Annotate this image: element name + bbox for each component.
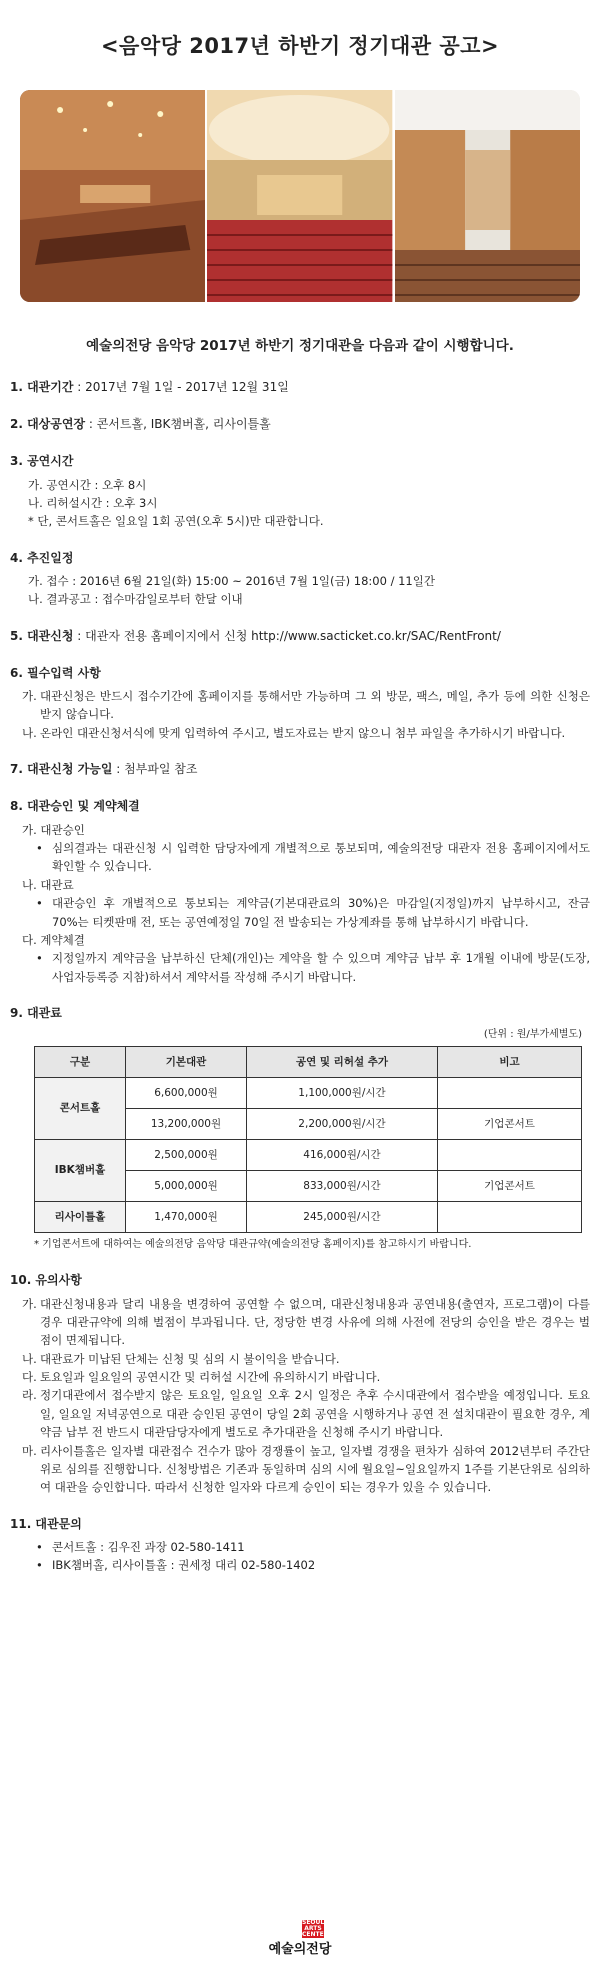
- bullet-icon: •: [36, 896, 43, 911]
- item-marker: 나.: [22, 725, 37, 740]
- item-text: 대관승인 후 개별적으로 통보되는 계약금(기본대관료의 30%)은 마감일(지정일)까지 납부하시고, 잔금 70%는 티켓판매 전, 또는 공연예정일 70일 전 발송되는 가상계좌를 통해 납부하시기 바랍니다.: [52, 896, 590, 929]
- item-marker: 라.: [22, 1388, 37, 1403]
- list-item: 가. 접수 : 2016년 6월 21일(화) 15:00 ~ 2016년 7월 1일(금) 18:00 / 11일간: [28, 573, 435, 588]
- group-head-text: 가. 대관승인: [22, 822, 85, 837]
- hall-photo-strip: [20, 90, 580, 302]
- list-item: [22, 724, 590, 742]
- column-header: 기본대관: [126, 1047, 247, 1078]
- table-cell: 기업콘서트: [438, 1171, 582, 1202]
- item-text: 심의결과는 대관신청 시 입력한 담당자에게 개별적으로 통보되며, 예술의전당 대관자 전용 홈페이지에서도 확인할 수 있습니다.: [52, 841, 590, 874]
- table-cell: [438, 1202, 582, 1233]
- section-label: 10. 유의사항: [10, 1273, 82, 1288]
- list-item: * 단, 콘서트홀은 일요일 1회 공연(오후 5시)만 대관합니다.: [28, 514, 324, 529]
- contact-text: 콘서트홀 : 김우진 과장 02-580-1411: [52, 1540, 245, 1554]
- section-value: : 2017년 7월 1일 - 2017년 12월 31일: [73, 380, 289, 394]
- item-marker: 나.: [22, 1351, 37, 1366]
- section-label: 1. 대관기간: [10, 380, 74, 394]
- section-required-input: [10, 664, 590, 742]
- chamber-hall-photo: [395, 90, 580, 302]
- item-text: 토요일과 일요일의 공연시간 및 리허설 시간에 유의하시기 바랍니다.: [40, 1370, 381, 1385]
- list-item: 나. 리허설시간 : 오후 3시: [28, 495, 158, 510]
- intro-text: 예술의전당 음악당 2017년 하반기 정기대관을 다음과 같이 시행합니다.: [86, 338, 514, 354]
- table-cell: 416,000원/시간: [247, 1140, 438, 1171]
- list-item: [36, 894, 590, 931]
- sac-logo: [240, 1920, 360, 1960]
- group-head-text: 다. 계약체결: [22, 932, 85, 947]
- bullet-icon: •: [36, 841, 43, 856]
- page-title: <음악당 2017년 하반기 정기대관 공고>: [100, 34, 500, 58]
- item-marker: 가.: [22, 1296, 37, 1311]
- section-available-dates: [10, 760, 590, 779]
- bullet-icon: •: [36, 951, 43, 966]
- venue-cell: 콘서트홀: [35, 1078, 126, 1140]
- item-marker: 다.: [22, 1370, 37, 1385]
- concert-hall-photo: [20, 90, 205, 302]
- item-text: 온라인 대관신청서식에 맞게 입력하여 주시고, 별도자료는 받지 않으니 첨부 파일을 추가하시기 바랍니다.: [40, 725, 566, 740]
- section-label: 11. 대관문의: [10, 1516, 82, 1531]
- section-inquiry: [10, 1515, 590, 1575]
- fee-table: [34, 1046, 582, 1233]
- section-rental-period: [10, 378, 590, 397]
- section-label: 7. 대관신청 가능일: [10, 762, 113, 777]
- section-label: 8. 대관승인 및 계약체결: [10, 799, 140, 814]
- group-head-text: 나. 대관료: [22, 877, 74, 892]
- list-item: [36, 1538, 590, 1556]
- list-item: [36, 1556, 590, 1574]
- section-approval-contract: [10, 797, 590, 986]
- list-item: 나. 결과공고 : 접수마감일로부터 한달 이내: [28, 592, 243, 607]
- list-item: [22, 1350, 590, 1368]
- section-value: : 콘서트홀, IBK챔버홀, 리사이틀홀: [85, 417, 271, 432]
- section-label: 3. 공연시간: [10, 454, 74, 469]
- table-cell: 2,500,000원: [126, 1140, 247, 1171]
- table-cell: [438, 1078, 582, 1109]
- list-item: [36, 949, 590, 986]
- section-label: 5. 대관신청: [10, 628, 74, 643]
- list-item: 가. 공연시간 : 오후 8시: [28, 477, 147, 492]
- section-performance-time: [10, 452, 590, 530]
- list-item: [22, 1442, 590, 1497]
- section-schedule: [10, 549, 590, 609]
- item-text: 대관신청은 반드시 접수기간에 홈페이지를 통해서만 가능하며 그 외 방문, 팩스, 메일, 추가 등에 의한 신청은 받지 않습니다.: [40, 689, 590, 722]
- section-label: 6. 필수입력 사항: [10, 665, 101, 680]
- list-item: [22, 1386, 590, 1441]
- section-rental-fee: [10, 1004, 590, 1253]
- bullet-icon: •: [36, 1540, 43, 1554]
- table-cell: 1,100,000원/시간: [247, 1078, 438, 1109]
- venue-cell: IBK챔버홀: [35, 1140, 126, 1202]
- list-item: [22, 1368, 590, 1386]
- table-cell: 5,000,000원: [126, 1171, 247, 1202]
- venue-cell: 리사이틀홀: [35, 1202, 126, 1233]
- table-cell: 1,470,000원: [126, 1202, 247, 1233]
- fee-table-wrap: [34, 1027, 582, 1253]
- item-text: 대관신청내용과 달리 내용을 변경하여 공연할 수 없으며, 대관신청내용과 공연내용(출연자, 프로그램)이 다를 경우 대관규약에 의해 벌점이 부과됩니다. 단, 정당한 변경 사유에 의해 사전에 전당의 승인을 받은 경우는 벌점이 면제됩니다.: [40, 1296, 590, 1348]
- table-cell: 6,600,000원: [126, 1078, 247, 1109]
- column-header: 공연 및 리허설 추가: [247, 1047, 438, 1078]
- notice-body: [10, 378, 590, 1593]
- recital-hall-photo: [207, 90, 392, 302]
- section-label: 4. 추진일정: [10, 550, 74, 565]
- list-item: [22, 687, 590, 724]
- table-row: [35, 1078, 582, 1109]
- section-label: 9. 대관료: [10, 1006, 62, 1021]
- item-text: 리사이틀홀은 일자별 대관접수 건수가 많아 경쟁률이 높고, 일자별 경쟁을 편차가 심하여 2012년부터 주간단위로 심의를 진행합니다. 신청방법은 기존과 동일하며 심의 시에 월요일~일요일까지 1주를 기본단위로 심의하여 대관을 승인합니다. 따라서 신청한 일자와 다르게 승인이 되는 경우가 있을 수 있습니다.: [40, 1443, 590, 1495]
- table-note: * 기업콘서트에 대하여는 예술의전당 음악당 대관규약(예술의전당 홈페이지)를 참고하시기 바랍니다.: [34, 1239, 472, 1251]
- table-header-row: [35, 1047, 582, 1078]
- bullet-icon: •: [36, 1558, 43, 1573]
- table-cell: 833,000원/시간: [247, 1171, 438, 1202]
- table-cell: 13,200,000원: [126, 1109, 247, 1140]
- application-url-text[interactable]: : 대관자 전용 홈페이지에서 신청 http://www.sacticket.co.kr/SAC/RentFront/: [73, 628, 501, 643]
- item-marker: 가.: [22, 689, 37, 704]
- table-row: [35, 1202, 582, 1233]
- item-text: 지정일까지 계약금을 납부하신 단체(개인)는 계약을 할 수 있으며 계약금 납부 후 1개월 이내에 방문(도장, 사업자등록증 지참)하셔서 계약서를 작성해 주시기 바랍니다.: [52, 951, 590, 984]
- list-item: [36, 839, 590, 876]
- column-header: 비고: [438, 1047, 582, 1078]
- list-item: [22, 1295, 590, 1350]
- table-cell: 245,000원/시간: [247, 1202, 438, 1233]
- section-value: : 첨부파일 참조: [112, 762, 198, 777]
- group-head: [22, 876, 590, 894]
- item-text: 대관료가 미납된 단체는 신청 및 심의 시 불이익을 받습니다.: [40, 1351, 340, 1366]
- section-notes: [10, 1271, 590, 1496]
- unit-label: (단위 : 원/부가세별도): [483, 1029, 582, 1041]
- table-cell: [438, 1140, 582, 1171]
- section-application: [10, 627, 590, 646]
- item-marker: 마.: [22, 1443, 37, 1458]
- table-cell: 기업콘서트: [438, 1109, 582, 1140]
- contact-text: IBK챔버홀, 리사이틀홀 : 권세정 대리 02-580-1402: [52, 1558, 316, 1573]
- sac-logo-mark: SEOUL ARTS CENTER: [302, 1919, 329, 1938]
- sac-logo-text: 예술의전당: [268, 1942, 332, 1957]
- section-label: 2. 대상공연장: [10, 417, 86, 432]
- table-row: [35, 1140, 582, 1171]
- section-venues: [10, 415, 590, 434]
- item-text: 정기대관에서 접수받지 않은 토요일, 일요일 오후 2시 일정은 추후 수시대관에서 접수받을 예정입니다. 토요일, 일요일 저녁공연으로 대관 승인된 공연이 당일 2회 공연을 시행하거나 공연 전 설치대관이 필요한 경우, 계약금 납부 전 반드시 대관담당자에게 별도로 추가대관을 신청해 주시기 바랍니다.: [40, 1388, 590, 1440]
- table-cell: 2,200,000원/시간: [247, 1109, 438, 1140]
- group-head: [22, 821, 590, 839]
- group-head: [22, 931, 590, 949]
- column-header: 구분: [35, 1047, 126, 1078]
